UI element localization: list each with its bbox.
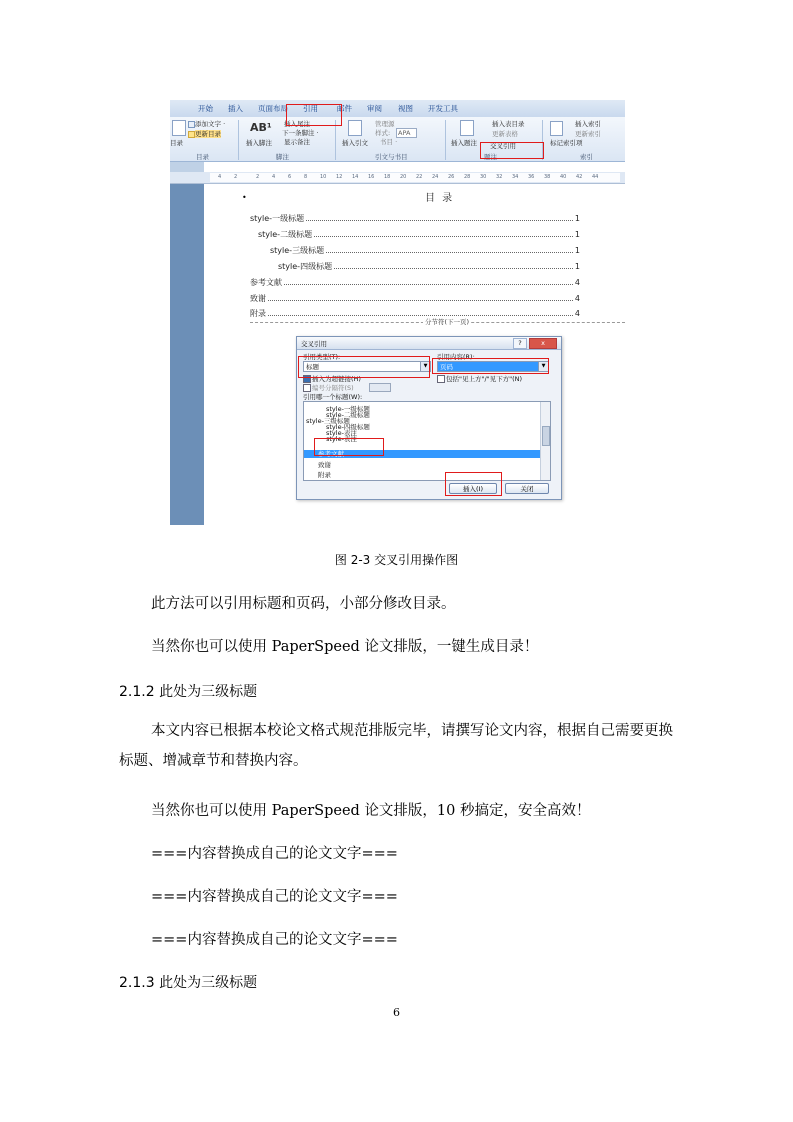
ruler-number: 28 bbox=[464, 174, 471, 180]
chevron-down-icon[interactable]: ▼ bbox=[420, 362, 430, 371]
figure-caption: 图 2-3 交叉引用操作图 bbox=[334, 553, 459, 567]
toc-button[interactable]: 目录 bbox=[170, 139, 183, 147]
ruler-number: 10 bbox=[320, 174, 327, 180]
toc-entry[interactable] bbox=[278, 261, 580, 273]
ruler-number: 44 bbox=[592, 174, 599, 180]
tab-view[interactable]: 视图 bbox=[398, 104, 413, 113]
tab-review[interactable]: 审阅 bbox=[367, 104, 382, 113]
toc-entry-page: 4 bbox=[574, 278, 580, 287]
update-toc-icon bbox=[188, 131, 195, 138]
reference-content-label: 引用内容(R): bbox=[437, 353, 475, 361]
manage-sources-button[interactable]: 管理源 bbox=[375, 120, 395, 128]
list-item[interactable]: style-表注 bbox=[326, 429, 357, 437]
style-select[interactable]: APA bbox=[396, 128, 417, 138]
body-paragraph: 当然你也可以使用 PaperSpeed 论文排版，10 秒搞定，安全高效！ bbox=[151, 803, 591, 819]
section-heading: 2.1.3 此处为三级标题 bbox=[119, 975, 258, 991]
dialog-titlebar[interactable] bbox=[297, 337, 561, 350]
section-break-label: 分节符(下一页) bbox=[425, 318, 470, 326]
reference-content-select[interactable] bbox=[437, 361, 549, 372]
toc-entry[interactable] bbox=[250, 277, 580, 289]
separate-numbers-label: 编号分隔符(S) bbox=[312, 384, 354, 392]
toc-group-label: 目录 bbox=[196, 153, 209, 161]
toc-leader bbox=[326, 246, 573, 253]
style-label: 样式: bbox=[375, 129, 391, 137]
toc-icon bbox=[172, 120, 186, 136]
toc-leader bbox=[268, 309, 573, 316]
update-index-button[interactable]: 更新索引 bbox=[575, 130, 601, 138]
insert-citation-button[interactable]: 插入引文 bbox=[342, 139, 368, 147]
section-heading: 2.1.2 此处为三级标题 bbox=[119, 684, 258, 700]
heading-listbox[interactable] bbox=[303, 401, 551, 481]
ruler-number: 4 bbox=[272, 174, 276, 180]
ruler-number: 36 bbox=[528, 174, 535, 180]
citation-group-label: 引文与书目 bbox=[375, 153, 408, 161]
toc-entry-text: style-三级标题 bbox=[270, 246, 325, 255]
ruler-number: 32 bbox=[496, 174, 503, 180]
ruler-number: 6 bbox=[288, 174, 292, 180]
list-item[interactable]: style-表注 bbox=[326, 435, 357, 443]
toc-leader bbox=[268, 294, 573, 301]
ruler-number: 16 bbox=[368, 174, 375, 180]
listbox-scrollbar[interactable] bbox=[540, 402, 550, 480]
page-number: 6 bbox=[393, 1006, 400, 1019]
bibliography-button[interactable]: 书目 · bbox=[380, 138, 398, 146]
toc-leader bbox=[284, 278, 573, 285]
body-paragraph: 本文内容已根据本校论文格式规范排版完毕，请撰写论文内容，根据自己需要更换标题、增减章节和替换内容。 bbox=[119, 723, 673, 769]
cancel-button[interactable]: 关闭 bbox=[505, 483, 549, 494]
insert-table-of-figures-button[interactable]: 插入表目录 bbox=[492, 120, 525, 128]
ruler-number: 34 bbox=[512, 174, 519, 180]
toc-leader bbox=[306, 214, 573, 221]
insert-endnote-button[interactable]: 插入尾注 bbox=[284, 120, 310, 128]
separator-field[interactable] bbox=[369, 383, 391, 392]
ruler-numbers bbox=[210, 172, 625, 183]
scrollbar-thumb[interactable] bbox=[542, 426, 550, 446]
ruler-number: 42 bbox=[576, 174, 583, 180]
ruler-number: 24 bbox=[432, 174, 439, 180]
toc-entry[interactable] bbox=[258, 229, 580, 241]
toc-entry[interactable] bbox=[270, 245, 580, 257]
insert-citation-icon bbox=[348, 120, 362, 136]
close-icon[interactable]: x bbox=[529, 338, 557, 349]
footnote-icon: AB¹ bbox=[250, 121, 272, 134]
caption-group-label: 题注 bbox=[484, 153, 497, 161]
show-notes-button[interactable]: 显示备注 bbox=[284, 138, 310, 146]
ribbon-tab-bar bbox=[170, 100, 625, 118]
ribbon-separator bbox=[238, 120, 239, 160]
add-text-button[interactable]: 添加文字 · bbox=[195, 120, 226, 128]
toc-entry-page: 1 bbox=[574, 230, 580, 239]
tab-home[interactable]: 开始 bbox=[198, 104, 213, 113]
reference-content-value: 页码 bbox=[440, 363, 453, 371]
update-toc-button[interactable]: 更新目录 bbox=[195, 130, 221, 138]
insert-index-button[interactable]: 插入索引 bbox=[575, 120, 601, 128]
toc-entry-text: style-四级标题 bbox=[278, 262, 333, 271]
toc-entry-page: 1 bbox=[574, 246, 580, 255]
above-below-label: 包括"见上方"/"见下方"(N) bbox=[446, 375, 523, 383]
ruler-number: 22 bbox=[416, 174, 423, 180]
toc-entry-text: 参考文献 bbox=[250, 278, 282, 287]
tab-mailings[interactable]: 邮件 bbox=[337, 104, 352, 113]
body-paragraph: ===内容替换成自己的论文文字=== bbox=[151, 846, 398, 862]
toc-entry[interactable] bbox=[250, 213, 580, 225]
ruler-number: 2 bbox=[256, 174, 260, 180]
dialog-title: 交叉引用 bbox=[301, 340, 327, 348]
toc-entry-page: 4 bbox=[574, 309, 580, 318]
cross-reference-dialog bbox=[296, 336, 562, 500]
body-paragraph: 此方法可以引用标题和页码，小部分修改目录。 bbox=[151, 596, 456, 612]
ruler-number: 18 bbox=[384, 174, 391, 180]
ruler-number: 40 bbox=[560, 174, 567, 180]
reference-type-label: 引用类型(T): bbox=[303, 353, 341, 361]
insert-button[interactable]: 插入(I) bbox=[449, 483, 497, 494]
reference-type-value: 标题 bbox=[306, 363, 319, 371]
toc-entry[interactable] bbox=[250, 293, 580, 305]
reference-type-select[interactable] bbox=[303, 361, 431, 372]
tab-page-layout[interactable]: 页面布局 bbox=[258, 104, 288, 113]
above-below-checkbox[interactable] bbox=[437, 375, 445, 383]
which-heading-label: 引用哪一个标题(W): bbox=[303, 393, 363, 401]
toc-entry[interactable] bbox=[250, 308, 580, 320]
ribbon-separator bbox=[445, 120, 446, 160]
toc-leader bbox=[334, 262, 573, 269]
ruler-number: 38 bbox=[544, 174, 551, 180]
next-footnote-button[interactable]: 下一条脚注 · bbox=[282, 129, 319, 137]
ruler-number: 2 bbox=[234, 174, 238, 180]
tab-references[interactable]: 引用 bbox=[303, 104, 318, 113]
ribbon-separator bbox=[542, 120, 543, 160]
update-table-button[interactable]: 更新表格 bbox=[492, 130, 518, 138]
figure-screenshot bbox=[170, 100, 625, 525]
add-text-icon bbox=[188, 121, 195, 128]
ruler-number: 12 bbox=[336, 174, 343, 180]
toc-entry-text: style-一级标题 bbox=[250, 214, 305, 223]
ruler-number: 8 bbox=[304, 174, 308, 180]
list-item[interactable]: style-二级标题 bbox=[326, 411, 370, 419]
toc-title: 目 录 bbox=[425, 193, 455, 204]
mark-entry-icon bbox=[550, 121, 563, 136]
chevron-down-icon[interactable]: ▼ bbox=[538, 362, 548, 371]
body-paragraph: ===内容替换成自己的论文文字=== bbox=[151, 932, 398, 948]
insert-hyperlink-label: 插入为超链接(H) bbox=[312, 375, 361, 383]
ruler-number: 26 bbox=[448, 174, 455, 180]
insert-caption-icon bbox=[460, 120, 474, 136]
list-item[interactable]: 附录 bbox=[318, 471, 331, 479]
index-group-label: 索引 bbox=[580, 153, 593, 161]
toc-entry-text: style-二级标题 bbox=[258, 230, 313, 239]
window-left-scroll-area bbox=[170, 172, 204, 525]
insert-footnote-button[interactable]: 插入脚注 bbox=[246, 139, 272, 147]
body-paragraph: 当然你也可以使用 PaperSpeed 论文排版，一键生成目录！ bbox=[151, 639, 539, 655]
tab-insert[interactable]: 插入 bbox=[228, 104, 243, 113]
list-item[interactable]: style-三级标题 bbox=[306, 417, 350, 425]
ruler-number: 4 bbox=[218, 174, 222, 180]
mark-entry-button[interactable]: 标记索引项 bbox=[550, 139, 583, 147]
footnote-group-label: 脚注 bbox=[276, 153, 289, 161]
list-item[interactable]: style-一级标题 bbox=[326, 405, 370, 413]
help-button[interactable]: ? bbox=[513, 338, 527, 349]
ruler-number: 30 bbox=[480, 174, 487, 180]
toc-entry-page: 1 bbox=[574, 214, 580, 223]
list-item-selected[interactable]: 参考文献 bbox=[304, 450, 551, 458]
toc-entry-page: 4 bbox=[574, 294, 580, 303]
insert-hyperlink-checkbox[interactable] bbox=[303, 375, 311, 383]
list-item[interactable]: 致谢 bbox=[318, 461, 331, 469]
tab-developer[interactable]: 开发工具 bbox=[428, 104, 458, 113]
ruler-number: 20 bbox=[400, 174, 407, 180]
toc-entry-text: 致谢 bbox=[250, 294, 266, 303]
cross-reference-button[interactable]: 交叉引用 bbox=[490, 142, 516, 150]
list-item[interactable]: style-四级标题 bbox=[326, 423, 370, 431]
ribbon-separator bbox=[335, 120, 336, 160]
toc-entry-text: 附录 bbox=[250, 309, 266, 318]
insert-caption-button[interactable]: 插入题注 bbox=[451, 139, 477, 147]
body-paragraph: ===内容替换成自己的论文文字=== bbox=[151, 889, 398, 905]
ruler-number: 14 bbox=[352, 174, 359, 180]
separate-numbers-checkbox[interactable] bbox=[303, 384, 311, 392]
toc-entry-page: 1 bbox=[574, 262, 580, 271]
paragraph-mark: • bbox=[242, 193, 247, 202]
toc-leader bbox=[314, 230, 573, 237]
ribbon-body bbox=[170, 117, 625, 162]
